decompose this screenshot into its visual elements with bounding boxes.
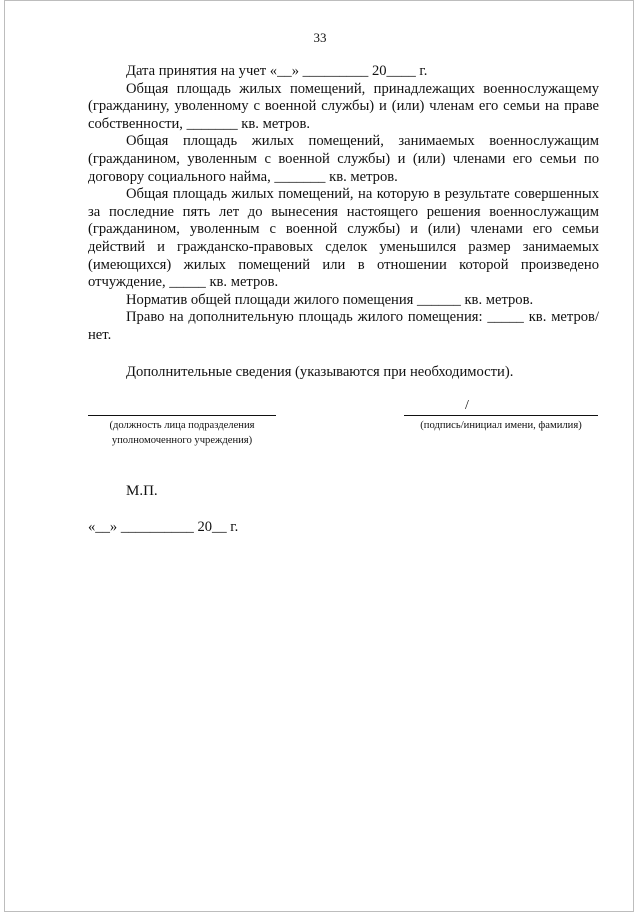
registration-date-line: Дата принятия на учет «__» _________ 20____ г. bbox=[126, 63, 428, 79]
position-caption bbox=[82, 418, 282, 448]
position-caption-line-1: (должность лица подразделения bbox=[109, 420, 255, 431]
position-caption-line-2: уполномоченного учреждения) bbox=[111, 435, 253, 446]
signing-date-line: «__» __________ 20__ г. bbox=[88, 519, 239, 535]
form-body bbox=[88, 63, 599, 345]
position-signature-line bbox=[88, 415, 276, 416]
social-lease-area-paragraph: Общая площадь жилых помещений, занимаемых военнослужащим (гражданином, уволенным с военной службы) и (или) членами его семьи по договору социального найма, _______ кв. метров. bbox=[88, 133, 599, 185]
additional-info-line: Дополнительные сведения (указываются при необходимости). bbox=[126, 364, 514, 380]
area-norm-paragraph: Норматив общей площади жилого помещения ______ кв. метров. bbox=[126, 291, 534, 308]
signature-caption: (подпись/инициал имени, фамилия) bbox=[420, 420, 582, 431]
page-number: 33 bbox=[313, 30, 327, 45]
signature-slash: / bbox=[465, 398, 469, 413]
signature-line bbox=[404, 415, 598, 416]
stamp-place-label: М.П. bbox=[126, 483, 158, 499]
reduced-area-paragraph: Общая площадь жилых помещений, на которую в результате совершенных за последние пять лет до вынесения настоящего решения военнослужащим (гражданином, уволенным с военной службы) и (или) членами его семьи действий и гражданско-правовых сделок уменьшился размер занимаемых (имеющихся) жилых помещений или в отношении которой произведено отчуждение, _____ кв. метров. bbox=[88, 186, 599, 291]
owned-area-paragraph: Общая площадь жилых помещений, принадлежащих военнослужащему (гражданину, уволенному с военной службы) и (или) членам его семьи на праве собственности, _______ кв. метров. bbox=[88, 80, 599, 132]
additional-area-right-paragraph: Право на дополнительную площадь жилого помещения: _____ кв. метров/нет. bbox=[88, 309, 599, 343]
